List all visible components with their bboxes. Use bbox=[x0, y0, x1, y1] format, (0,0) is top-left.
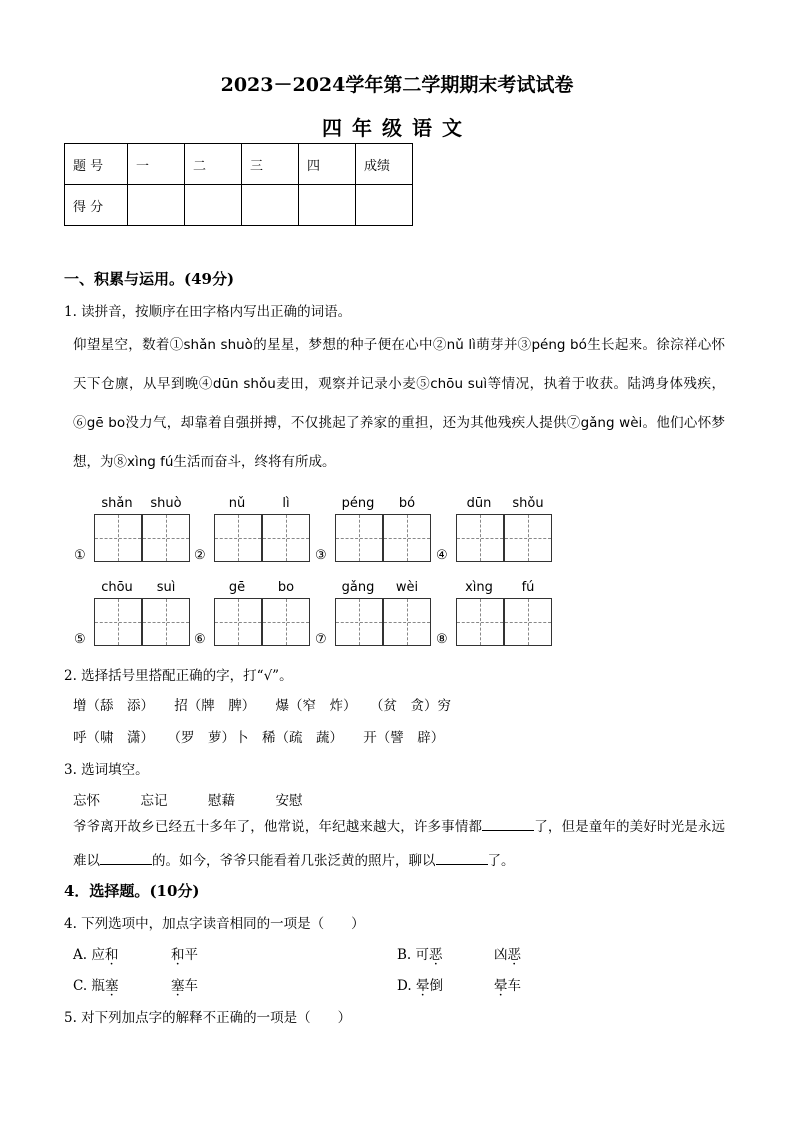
passage-text: 的。如今，爷爷只能看着几张泛黄的照片，聊以 bbox=[152, 853, 436, 869]
question-4-title: 4. 下列选项中，加点字读音相同的一项是（ ） bbox=[64, 916, 365, 932]
fill-blank[interactable] bbox=[100, 851, 152, 865]
question-2-line-1: 增（舔 添） 招（牌 脾） 爆（窄 炸） （贫 贪）穷 bbox=[73, 698, 451, 714]
writing-grid-box[interactable] bbox=[504, 514, 552, 562]
writing-grid-box[interactable] bbox=[94, 598, 142, 646]
section-4-heading: 4．选择题。(10分) bbox=[64, 882, 200, 900]
question-1-passage bbox=[73, 326, 725, 482]
score-cell[interactable] bbox=[299, 185, 356, 226]
pinyin-text: xìng fú bbox=[127, 454, 174, 470]
grid-pinyin: xìng bbox=[465, 580, 493, 595]
dotted-char: 晕 bbox=[494, 978, 508, 994]
pinyin-text: dūn shǒu bbox=[212, 376, 276, 392]
writing-grid-box[interactable] bbox=[335, 514, 383, 562]
score-table bbox=[64, 143, 413, 226]
grid-pinyin: lì bbox=[282, 496, 290, 511]
dotted-char: 晕 bbox=[415, 978, 430, 994]
writing-grid-box[interactable] bbox=[335, 598, 383, 646]
grid-pinyin: fú bbox=[521, 580, 535, 595]
grid-pinyin: gǎng bbox=[341, 580, 375, 595]
grid-pinyin: wèi bbox=[395, 580, 419, 595]
grid-pinyin: péng bbox=[341, 496, 375, 511]
score-cell[interactable] bbox=[242, 185, 299, 226]
fill-blank[interactable] bbox=[482, 817, 534, 831]
grid-pinyin: shuò bbox=[150, 496, 182, 511]
option-d-word-2 bbox=[494, 974, 521, 994]
passage-text: 生长起来。徐淙祥心怀天下仓廪，从早到晚④ bbox=[73, 337, 726, 392]
writing-grid-box[interactable] bbox=[262, 598, 310, 646]
table-cell: 得 分 bbox=[65, 185, 128, 226]
fill-blank[interactable] bbox=[436, 851, 488, 865]
grid-pinyin: bó bbox=[398, 496, 416, 511]
passage-text: 了，但是童年的美好时光是永远难以 bbox=[73, 819, 726, 869]
pinyin-text: chōu suì bbox=[430, 376, 488, 392]
dotted-char: 塞 bbox=[104, 978, 119, 994]
grid-pinyin: shǒu bbox=[512, 496, 544, 511]
grid-number: ⑧ bbox=[436, 632, 448, 647]
score-cell[interactable] bbox=[128, 185, 185, 226]
writing-grid-box[interactable] bbox=[142, 514, 190, 562]
writing-grid-box[interactable] bbox=[383, 514, 431, 562]
section-1-heading: 一、积累与运用。(49分) bbox=[64, 270, 235, 288]
question-2-title: 2. 选择括号里搭配正确的字，打“√”。 bbox=[64, 668, 293, 684]
table-cell: 题 号 bbox=[65, 144, 128, 185]
grid-pinyin: shǎn bbox=[101, 496, 133, 511]
option-a[interactable] bbox=[73, 943, 118, 963]
option-text: C. 瓶 bbox=[73, 978, 105, 994]
passage-text: 萌芽并③ bbox=[475, 337, 532, 353]
grid-number: ④ bbox=[436, 548, 448, 563]
question-1-title: 1. 读拼音，按顺序在田字格内写出正确的词语。 bbox=[64, 304, 352, 320]
table-cell: 成绩 bbox=[356, 144, 413, 185]
table-cell: 一 bbox=[128, 144, 185, 185]
grid-number: ① bbox=[74, 548, 86, 563]
option-d[interactable] bbox=[397, 974, 443, 994]
dotted-char: 和 bbox=[171, 947, 185, 963]
writing-grid-box[interactable] bbox=[214, 598, 262, 646]
question-3-passage bbox=[73, 810, 725, 878]
option-a-word-2 bbox=[171, 943, 198, 963]
option-text: D. bbox=[397, 978, 416, 994]
table-row bbox=[65, 185, 413, 226]
writing-grid-box[interactable] bbox=[504, 598, 552, 646]
writing-grid-box[interactable] bbox=[262, 514, 310, 562]
grid-pinyin: gē bbox=[228, 580, 246, 595]
passage-text: 等情况，执着于收获。陆鸿身体残疾，⑥ bbox=[73, 376, 725, 431]
grid-number: ③ bbox=[315, 548, 327, 563]
option-b[interactable] bbox=[397, 943, 443, 963]
dotted-char: 和 bbox=[104, 947, 119, 963]
passage-text: 爷爷离开故乡已经五十多年了，他常说，年纪越来越大，许多事情都 bbox=[73, 819, 483, 835]
pinyin-text: péng bó bbox=[531, 337, 587, 353]
question-2-line-2: 呼（啸 潇） （罗 萝）卜 稀（疏 蔬） 开（譬 辟） bbox=[73, 730, 445, 746]
option-text: 平 bbox=[184, 947, 198, 963]
passage-text: 仰望星空，数着① bbox=[73, 337, 184, 353]
option-text: 倒 bbox=[429, 978, 443, 994]
passage-text: 了。 bbox=[487, 853, 515, 869]
writing-grid-box[interactable] bbox=[142, 598, 190, 646]
pinyin-text: shǎn shuò bbox=[183, 337, 253, 353]
page-subtitle: 四年级语文 bbox=[322, 116, 472, 140]
dotted-char: 塞 bbox=[171, 978, 185, 994]
score-cell[interactable] bbox=[356, 185, 413, 226]
table-row bbox=[65, 144, 413, 185]
table-cell: 三 bbox=[242, 144, 299, 185]
writing-grid-box[interactable] bbox=[456, 514, 504, 562]
table-cell: 四 bbox=[299, 144, 356, 185]
option-c[interactable] bbox=[73, 974, 118, 994]
grid-pinyin: dūn bbox=[466, 496, 492, 511]
passage-text: 没力气，却靠着自强拼搏，不仅挑起了养家的重担，还为其他残疾人提供⑦ bbox=[125, 415, 581, 431]
question-3-title: 3. 选词填空。 bbox=[64, 762, 149, 778]
pinyin-text: gē bo bbox=[86, 415, 126, 431]
table-cell: 二 bbox=[185, 144, 242, 185]
page-title: 2023－2024学年第二学期期末考试试卷 bbox=[220, 74, 574, 96]
grid-number: ⑤ bbox=[74, 632, 86, 647]
passage-text: 的星星，梦想的种子便在心中② bbox=[252, 337, 447, 353]
writing-grid-box[interactable] bbox=[383, 598, 431, 646]
option-text: A. 应 bbox=[73, 947, 105, 963]
option-text: 凶 bbox=[494, 947, 508, 963]
writing-grid-box[interactable] bbox=[456, 598, 504, 646]
question-5-title: 5. 对下列加点字的解释不正确的一项是（ ） bbox=[64, 1010, 352, 1026]
passage-text: 。他们心怀梦想，为⑧ bbox=[73, 415, 726, 470]
option-text: 车 bbox=[184, 978, 198, 994]
pinyin-text: gǎng wèi bbox=[580, 415, 643, 431]
dotted-char: 恶 bbox=[507, 947, 521, 963]
option-c-word-2 bbox=[171, 974, 198, 994]
grid-pinyin: bo bbox=[277, 580, 295, 595]
writing-grid-box[interactable] bbox=[94, 514, 142, 562]
question-3-word-bank: 忘怀 忘记 慰藉 安慰 bbox=[73, 793, 303, 809]
pinyin-text: nǔ lì bbox=[446, 337, 476, 353]
score-cell[interactable] bbox=[185, 185, 242, 226]
grid-number: ⑦ bbox=[315, 632, 327, 647]
passage-text: 麦田，观察并记录小麦⑤ bbox=[275, 376, 431, 392]
dotted-char: 恶 bbox=[429, 947, 443, 963]
grid-pinyin: nǔ bbox=[228, 496, 246, 511]
option-text: B. 可 bbox=[397, 947, 430, 963]
grid-number: ⑥ bbox=[194, 632, 206, 647]
option-text: 车 bbox=[507, 978, 521, 994]
option-b-word-2 bbox=[494, 943, 521, 963]
writing-grid-box[interactable] bbox=[214, 514, 262, 562]
grid-pinyin: suì bbox=[156, 580, 176, 595]
grid-pinyin: chōu bbox=[101, 580, 133, 595]
grid-number: ② bbox=[194, 548, 206, 563]
passage-text: 生活而奋斗，终将有所成。 bbox=[173, 454, 336, 470]
